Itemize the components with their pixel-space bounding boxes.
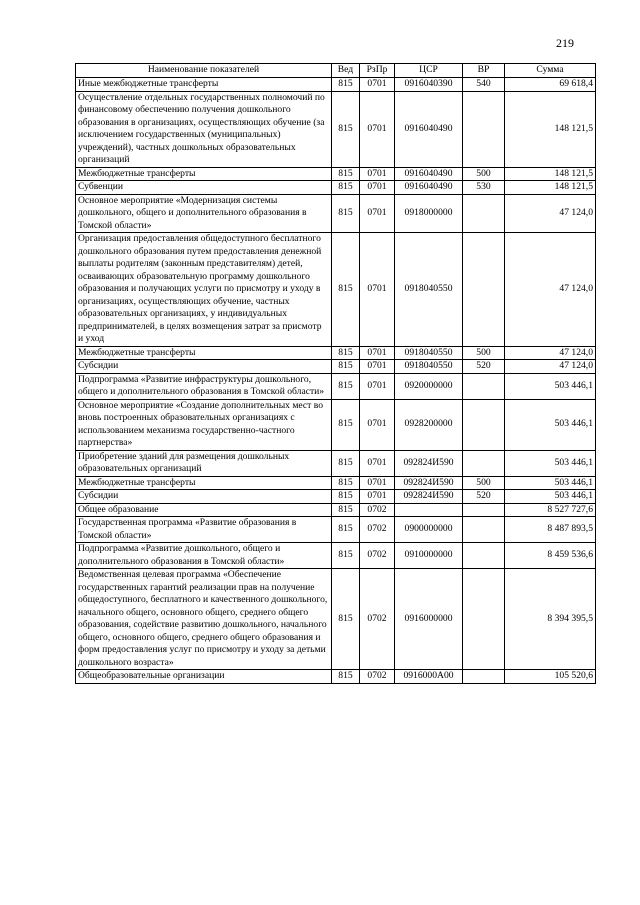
row-name-cell: Общее образование (76, 503, 332, 517)
row-rzpr-cell: 0701 (360, 194, 395, 233)
row-name-cell: Иные межбюджетные трансферты (76, 78, 332, 92)
row-ved-cell: 815 (332, 569, 360, 670)
row-rzpr-cell: 0701 (360, 91, 395, 167)
row-ved-cell: 815 (332, 517, 360, 543)
table-row (76, 476, 596, 490)
row-vr-cell (463, 91, 505, 167)
header-rzpr: РзПр (360, 64, 395, 78)
table-row (76, 450, 596, 476)
row-vr-cell (463, 450, 505, 476)
row-sum-cell: 8 527 727,6 (505, 503, 596, 517)
row-csr-cell: 0916040390 (395, 78, 463, 92)
row-rzpr-cell: 0701 (360, 399, 395, 450)
row-name-cell: Организация предоставления общедоступного бесплатного дошкольного образования путем предоставления денежной выплаты родителям (законным представителям) детей, осваивающих образовательную программу дошкольного образования и получающих услуги по присмотру и уходу в организациях, осуществляющих обучение, частных образовательных организациях, у индивидуальных предпринимателей, в целях возмещения затрат за присмотр и уход (76, 233, 332, 347)
row-rzpr-cell: 0701 (360, 233, 395, 347)
row-name-cell: Межбюджетные трансферты (76, 346, 332, 360)
row-sum-cell: 503 446,1 (505, 373, 596, 399)
row-vr-cell: 500 (463, 346, 505, 360)
row-ved-cell: 815 (332, 670, 360, 684)
row-rzpr-cell: 0701 (360, 476, 395, 490)
table-row (76, 503, 596, 517)
row-ved-cell: 815 (332, 360, 360, 374)
table-row (76, 399, 596, 450)
row-vr-cell: 500 (463, 476, 505, 490)
row-csr-cell: 0928200000 (395, 399, 463, 450)
row-vr-cell (463, 569, 505, 670)
budget-table (75, 63, 596, 684)
table-header-row (76, 64, 596, 78)
row-sum-cell: 47 124,0 (505, 360, 596, 374)
row-sum-cell: 503 446,1 (505, 450, 596, 476)
row-rzpr-cell: 0701 (360, 181, 395, 195)
row-sum-cell: 47 124,0 (505, 233, 596, 347)
row-name-cell: Субсидии (76, 490, 332, 504)
row-name-cell: Основное мероприятие «Создание дополнительных мест во вновь построенных образовательных организациях с использованием механизма государственно-частного партнерства» (76, 399, 332, 450)
row-csr-cell: 0920000000 (395, 373, 463, 399)
row-vr-cell (463, 399, 505, 450)
row-rzpr-cell: 0702 (360, 517, 395, 543)
row-csr-cell: 0900000000 (395, 517, 463, 543)
row-ved-cell: 815 (332, 476, 360, 490)
page-number: 219 (556, 36, 574, 50)
table-row (76, 360, 596, 374)
row-name-cell: Общеобразовательные организации (76, 670, 332, 684)
row-csr-cell: 0916000000 (395, 569, 463, 670)
table-row (76, 490, 596, 504)
row-rzpr-cell: 0701 (360, 490, 395, 504)
row-ved-cell: 815 (332, 233, 360, 347)
row-sum-cell: 8 394 395,5 (505, 569, 596, 670)
table-row (76, 569, 596, 670)
row-sum-cell: 503 446,1 (505, 476, 596, 490)
row-ved-cell: 815 (332, 194, 360, 233)
row-sum-cell: 105 520,6 (505, 670, 596, 684)
row-name-cell: Приобретение зданий для размещения дошкольных образовательных организаций (76, 450, 332, 476)
row-vr-cell (463, 670, 505, 684)
table-row (76, 91, 596, 167)
row-sum-cell: 47 124,0 (505, 194, 596, 233)
row-vr-cell (463, 517, 505, 543)
row-rzpr-cell: 0702 (360, 670, 395, 684)
row-sum-cell: 47 124,0 (505, 346, 596, 360)
table-row (76, 373, 596, 399)
row-name-cell: Подпрограмма «Развитие дошкольного, общего и дополнительного образования в Томской области» (76, 543, 332, 569)
table-body (76, 78, 596, 684)
row-rzpr-cell: 0701 (360, 373, 395, 399)
row-vr-cell: 520 (463, 360, 505, 374)
row-name-cell: Основное мероприятие «Модернизация системы дошкольного, общего и дополнительного образования в Томской области» (76, 194, 332, 233)
row-csr-cell: 0918040550 (395, 233, 463, 347)
row-vr-cell: 540 (463, 78, 505, 92)
table-row (76, 181, 596, 195)
header-ved: Вед (332, 64, 360, 78)
row-name-cell: Государственная программа «Развитие образования в Томской области» (76, 517, 332, 543)
row-csr-cell: 0910000000 (395, 543, 463, 569)
row-csr-cell (395, 503, 463, 517)
row-sum-cell: 148 121,5 (505, 91, 596, 167)
row-vr-cell (463, 233, 505, 347)
table-row (76, 167, 596, 181)
table-row (76, 78, 596, 92)
row-ved-cell: 815 (332, 181, 360, 195)
row-rzpr-cell: 0701 (360, 78, 395, 92)
row-vr-cell (463, 194, 505, 233)
row-ved-cell: 815 (332, 399, 360, 450)
row-name-cell: Межбюджетные трансферты (76, 476, 332, 490)
row-rzpr-cell: 0702 (360, 543, 395, 569)
row-ved-cell: 815 (332, 167, 360, 181)
table-row (76, 670, 596, 684)
row-vr-cell (463, 543, 505, 569)
row-csr-cell: 0918040550 (395, 346, 463, 360)
row-rzpr-cell: 0701 (360, 167, 395, 181)
table-row (76, 194, 596, 233)
row-sum-cell: 148 121,5 (505, 181, 596, 195)
row-ved-cell: 815 (332, 543, 360, 569)
header-sum: Сумма (505, 64, 596, 78)
row-csr-cell: 0916000А00 (395, 670, 463, 684)
row-csr-cell: 0918040550 (395, 360, 463, 374)
row-rzpr-cell: 0701 (360, 360, 395, 374)
row-csr-cell: 0916040490 (395, 167, 463, 181)
row-vr-cell: 530 (463, 181, 505, 195)
row-ved-cell: 815 (332, 373, 360, 399)
header-name: Наименование показателей (76, 64, 332, 78)
row-ved-cell: 815 (332, 490, 360, 504)
row-csr-cell: 092824И590 (395, 476, 463, 490)
row-vr-cell (463, 373, 505, 399)
row-ved-cell: 815 (332, 346, 360, 360)
row-sum-cell: 503 446,1 (505, 399, 596, 450)
table-row (76, 517, 596, 543)
row-rzpr-cell: 0702 (360, 569, 395, 670)
row-vr-cell: 520 (463, 490, 505, 504)
header-csr: ЦСР (395, 64, 463, 78)
row-csr-cell: 092824И590 (395, 450, 463, 476)
row-sum-cell: 69 618,4 (505, 78, 596, 92)
row-rzpr-cell: 0701 (360, 346, 395, 360)
row-csr-cell: 0916040490 (395, 181, 463, 195)
row-name-cell: Межбюджетные трансферты (76, 167, 332, 181)
row-ved-cell: 815 (332, 91, 360, 167)
row-sum-cell: 8 459 536,6 (505, 543, 596, 569)
row-sum-cell: 8 487 893,5 (505, 517, 596, 543)
row-name-cell: Субвенции (76, 181, 332, 195)
row-csr-cell: 0916040490 (395, 91, 463, 167)
row-csr-cell: 0918000000 (395, 194, 463, 233)
row-sum-cell: 503 446,1 (505, 490, 596, 504)
row-ved-cell: 815 (332, 78, 360, 92)
row-name-cell: Ведомственная целевая программа «Обеспечение государственных гарантий реализации прав на получение общедоступного, бесплатного и качественного дошкольного, начального общего, основного общего, среднего общего образования, содействие развитию дошкольного, начального общего, основного общего, среднего общего образования и форм предоставления услуг по присмотру и уходу за детьми дошкольного возраста» (76, 569, 332, 670)
row-vr-cell: 500 (463, 167, 505, 181)
row-csr-cell: 092824И590 (395, 490, 463, 504)
row-ved-cell: 815 (332, 503, 360, 517)
row-vr-cell (463, 503, 505, 517)
row-name-cell: Субсидии (76, 360, 332, 374)
row-rzpr-cell: 0701 (360, 450, 395, 476)
row-rzpr-cell: 0702 (360, 503, 395, 517)
row-sum-cell: 148 121,5 (505, 167, 596, 181)
table-row (76, 346, 596, 360)
row-name-cell: Подпрограмма «Развитие инфраструктуры дошкольного, общего и дополнительного образования в Томской области» (76, 373, 332, 399)
row-name-cell: Осуществление отдельных государственных полномочий по финансовому обеспечению получения дошкольного образования в организациях, осуществляющих обучение (за исключением государственных (муниципальных) учреждений), частных дошкольных образовательных организаций (76, 91, 332, 167)
table-row (76, 233, 596, 347)
row-ved-cell: 815 (332, 450, 360, 476)
header-vr: ВР (463, 64, 505, 78)
table-row (76, 543, 596, 569)
